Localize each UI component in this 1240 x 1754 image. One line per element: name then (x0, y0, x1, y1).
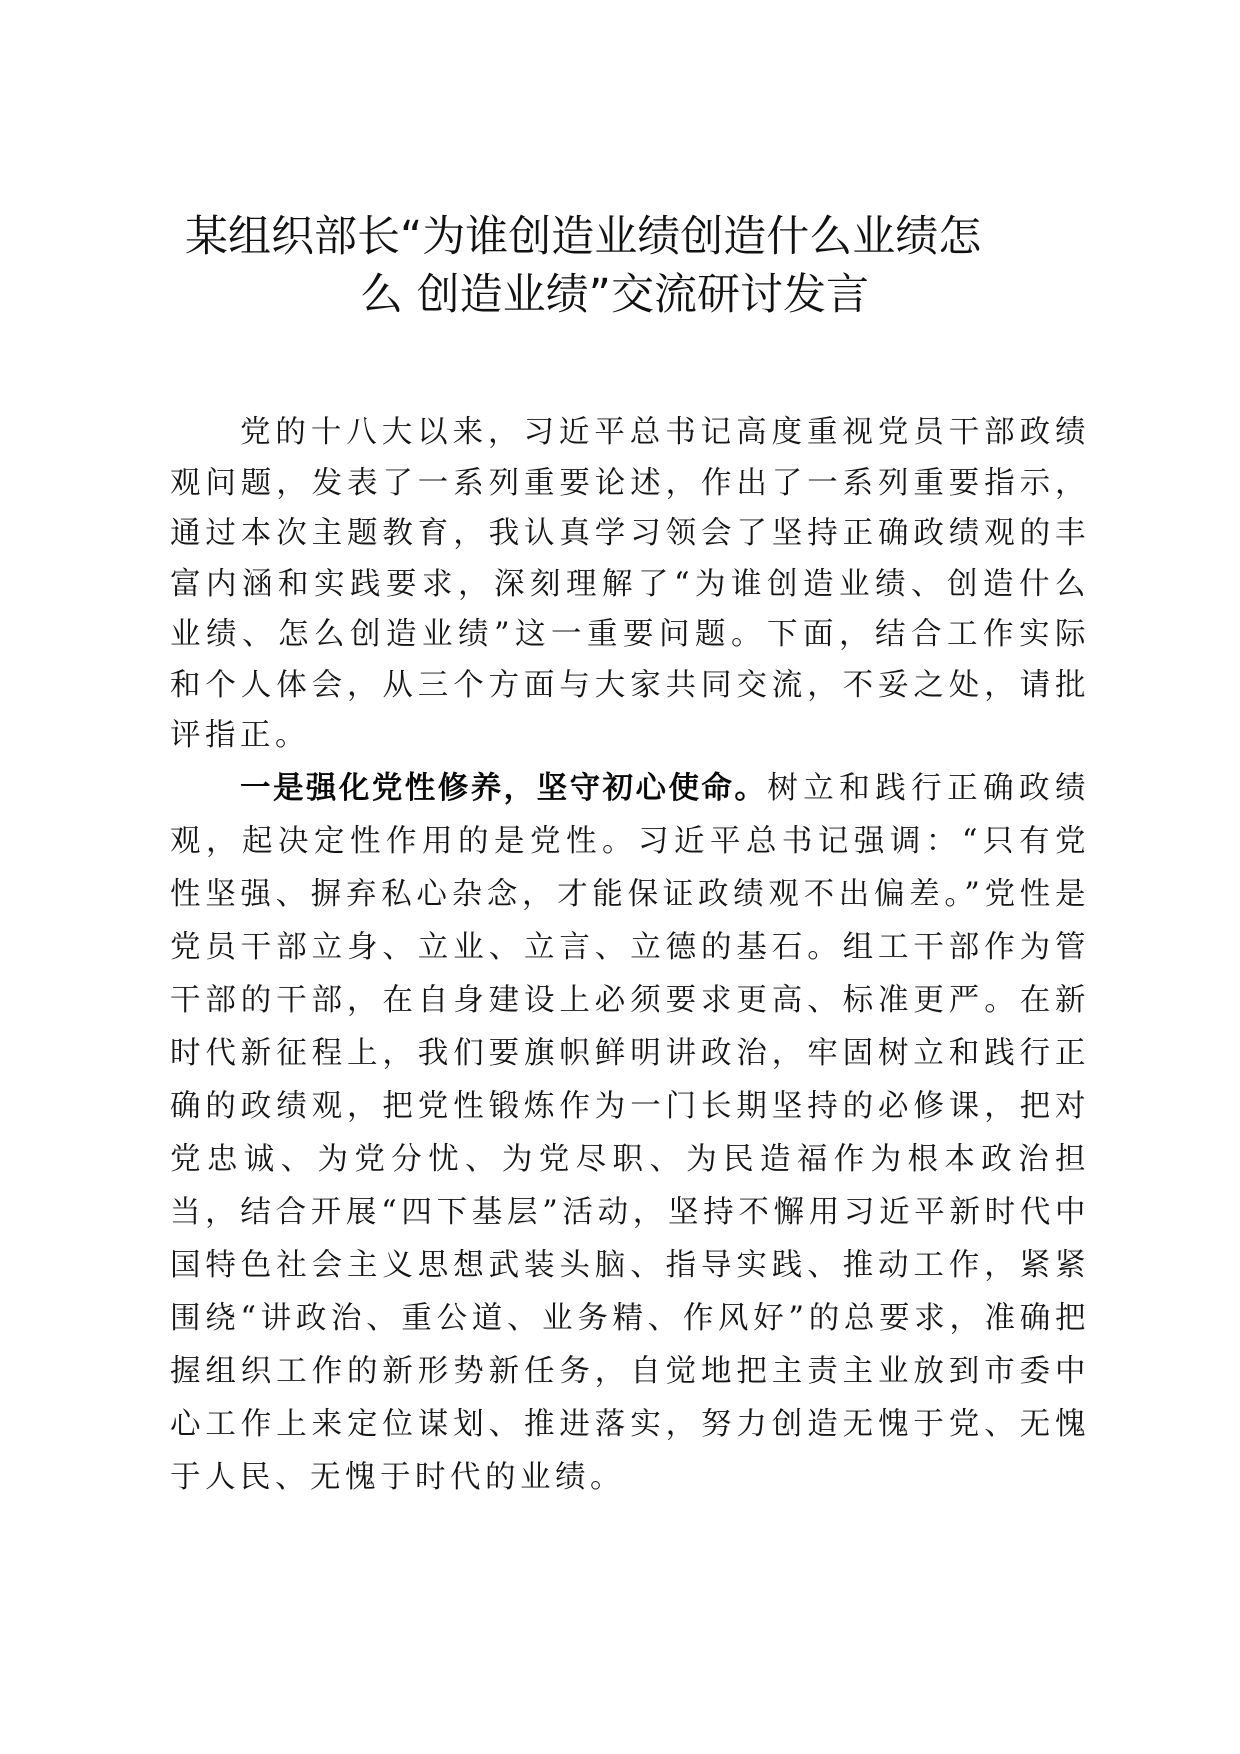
document-title (150, 208, 1090, 324)
paragraph-section-1 (170, 762, 1090, 1504)
section-1-heading: 一是强化党性修养，坚守初心使命。 (240, 770, 768, 806)
title-line-2: 么 创造业绩”交流研讨发言 (360, 270, 869, 320)
section-1-text: 树立和践行正确政绩观，起决定性作用的是党性。习近平总书记强调：“只有党性坚强、摒弃私心杂念，才能保证政绩观不出偏差。”党性是党员干部立身、立业、立言、立德的基石。组工干部作为管干部的干部，在自身建设上必须要求更高、标准更严。在新时代新征程上，我们要旗帜鲜明讲政治，牢固树立和践行正确的政绩观，把党性锻炼作为一门长期坚持的必修课，把对党忠诚、为党分忧、为党尽职、为民造福作为根本政治担当，结合开展“四下基层”活动，坚持不懈用习近平新时代中国特色社会主义思想武装头脑、指导实践、推动工作，紧紧围绕“讲政治、重公道、业务精、作风好”的总要求，准确把握组织工作的新形势新任务，自觉地把主责主业放到市委中心工作上来定位谋划、推进落实，努力创造无愧于党、无愧于人民、无愧于时代的业绩。 (170, 770, 1091, 1495)
document-body (170, 408, 1090, 1504)
paragraph-intro: 党的十八大以来，习近平总书记高度重视党员干部政绩观问题，发表了一系列重要论述，作出了一系列重要指示，通过本次主题教育，我认真学习领会了坚持正确政绩观的丰富内涵和实践要求，深刻理解了“为谁创造业绩、创造什么业绩、怎么创造业绩”这一重要问题。下面，结合工作实际和个人体会，从三个方面与大家共同交流，不妥之处，请批评指正。 (170, 415, 1090, 753)
title-line-1: 某组织部长“为谁创造业绩创造什么业绩怎 (185, 212, 982, 262)
